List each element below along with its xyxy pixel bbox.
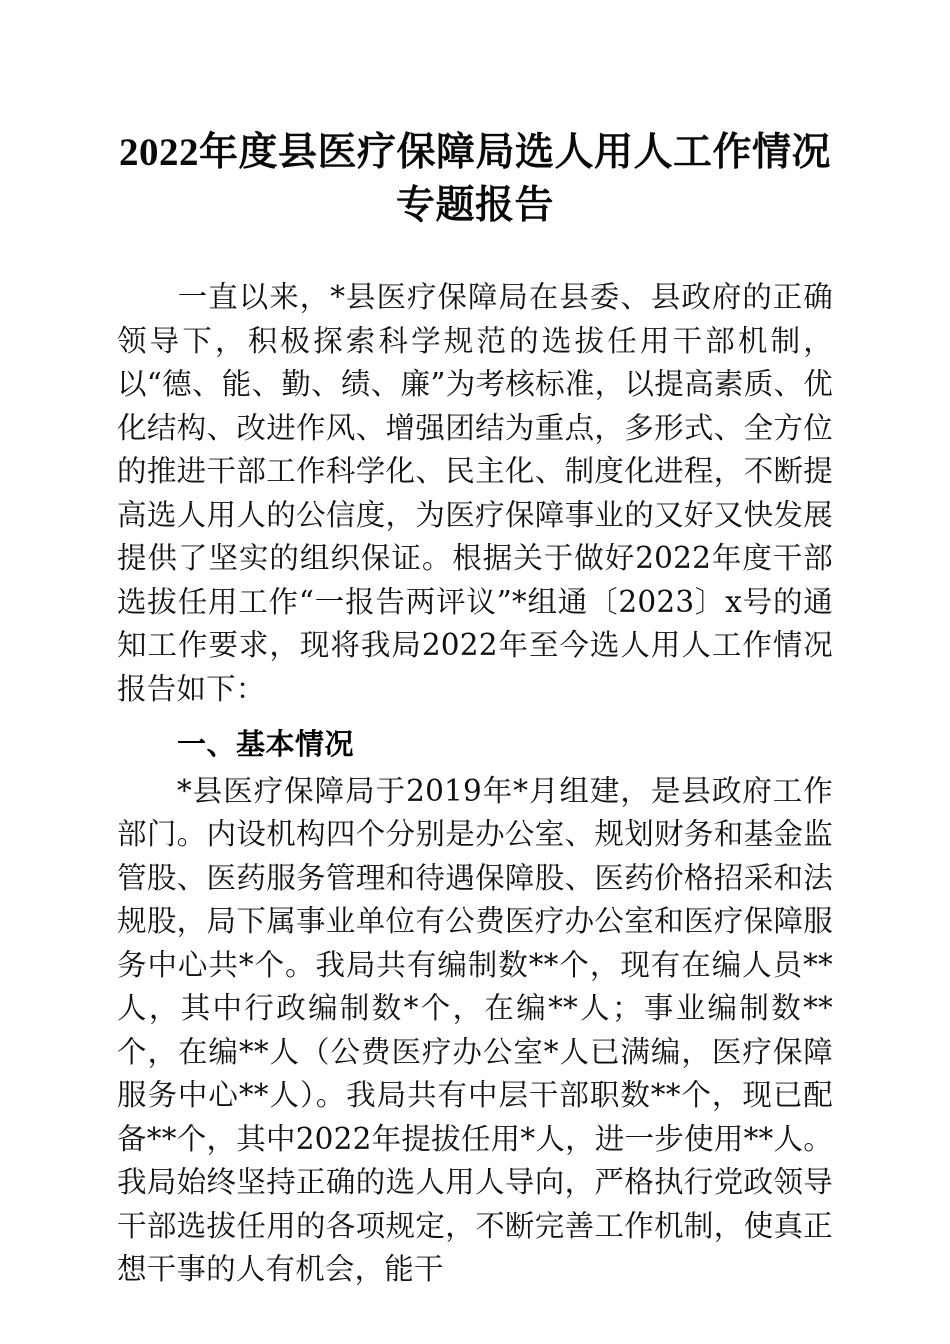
paragraph-intro xyxy=(117,276,833,711)
paragraph-text: 一直以来，*县医疗保障局在县委、县政府的正确领导下，积极探索科学规范的选拔任用干部机制，以“德、能、勤、绩、廉”为考核标准，以提高素质、优化结构、改进作风、增强团结为重点，多形式、全方位的推进干部工作科学化、民主化、制度化进程，不断提高选人用人的公信度，为医疗保障事业的又好又快发展提供了坚实的组织保证。根据关于做好2022年度干部选拔任用工作“一报告两评议”*组通〔2023〕x号的通知工作要求，现将我局2022年至今选人用人工作情况报告如下： xyxy=(117,280,833,706)
paragraph-text: *县医疗保障局于2019年*月组建，是县政府工作部门。内设机构四个分别是办公室、规划财务和基金监管股、医药服务管理和待遇保障股、医药价格招采和法规股，局下属事业单位有公费医疗办公室和医疗保障服务中心共*个。我局共有编制数**个，现有在编人员**人，其中行政编制数*个，在编**人；事业编制数**个，在编**人（公费医疗办公室*人已满编，医疗保障服务中心**人）。我局共有中层干部职数**个，现已配备**个，其中2022年提拔任用*人，进一步使用**人。我局始终坚持正确的选人用人导向，严格执行党政领导干部选拔任用的各项规定，不断完善工作机制，使真正想干事的人有机会，能干 xyxy=(117,773,833,1286)
paragraph-section-1-body xyxy=(117,770,833,1292)
section-heading-text: 一、基本情况 xyxy=(177,727,355,761)
document-content xyxy=(117,0,833,1292)
section-heading-1 xyxy=(117,723,833,767)
page-title: 2022年度县医疗保障局选人用人工作情况专题报告 xyxy=(118,131,831,227)
